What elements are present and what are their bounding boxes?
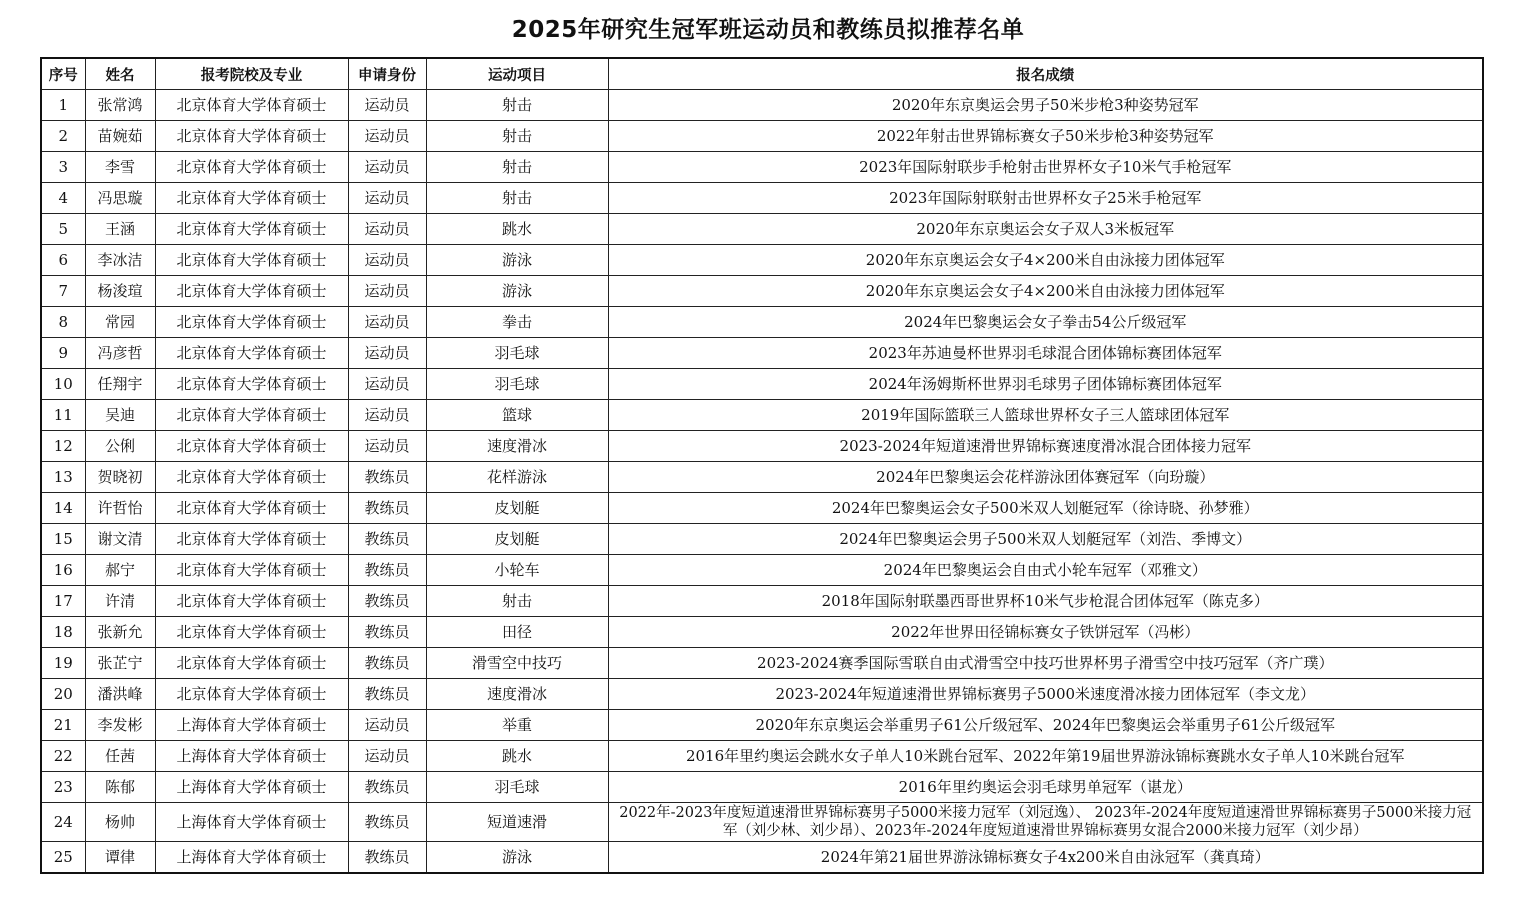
header-school: 报考院校及专业 bbox=[155, 58, 348, 90]
cell-result: 2024年巴黎奥运会女子拳击54公斤级冠军 bbox=[608, 307, 1483, 338]
cell-role: 教练员 bbox=[348, 842, 426, 874]
cell-sport: 跳水 bbox=[426, 741, 608, 772]
cell-name: 陈郁 bbox=[85, 772, 155, 803]
cell-role: 运动员 bbox=[348, 431, 426, 462]
cell-role: 教练员 bbox=[348, 462, 426, 493]
cell-name: 吴迪 bbox=[85, 400, 155, 431]
cell-sport: 田径 bbox=[426, 617, 608, 648]
table-body bbox=[41, 90, 1483, 874]
cell-name: 任翔宇 bbox=[85, 369, 155, 400]
cell-school: 上海体育大学体育硕士 bbox=[155, 710, 348, 741]
table-row bbox=[41, 90, 1483, 121]
cell-index: 15 bbox=[41, 524, 85, 555]
cell-role: 运动员 bbox=[348, 152, 426, 183]
header-sport: 运动项目 bbox=[426, 58, 608, 90]
cell-school: 北京体育大学体育硕士 bbox=[155, 400, 348, 431]
table-row bbox=[41, 152, 1483, 183]
cell-result: 2016年里约奥运会羽毛球男单冠军（谌龙） bbox=[608, 772, 1483, 803]
cell-index: 11 bbox=[41, 400, 85, 431]
cell-sport: 花样游泳 bbox=[426, 462, 608, 493]
cell-school: 上海体育大学体育硕士 bbox=[155, 842, 348, 874]
table-row bbox=[41, 710, 1483, 741]
cell-index: 13 bbox=[41, 462, 85, 493]
cell-index: 14 bbox=[41, 493, 85, 524]
cell-result: 2020年东京奥运会女子4×200米自由泳接力团体冠军 bbox=[608, 276, 1483, 307]
cell-school: 北京体育大学体育硕士 bbox=[155, 369, 348, 400]
cell-index: 2 bbox=[41, 121, 85, 152]
cell-sport: 举重 bbox=[426, 710, 608, 741]
cell-index: 18 bbox=[41, 617, 85, 648]
cell-sport: 羽毛球 bbox=[426, 338, 608, 369]
cell-school: 北京体育大学体育硕士 bbox=[155, 462, 348, 493]
cell-index: 8 bbox=[41, 307, 85, 338]
cell-role: 运动员 bbox=[348, 307, 426, 338]
cell-sport: 皮划艇 bbox=[426, 493, 608, 524]
cell-result: 2022年-2023年度短道速滑世界锦标赛男子5000米接力冠军（刘冠逸）、 2023年-2024年度短道速滑世界锦标赛男子5000米接力冠军（刘少林、刘少昂）、2023年-2024年度短道速滑世界锦标赛男女混合2000米接力冠军（刘少昂） bbox=[608, 803, 1483, 842]
table-row bbox=[41, 772, 1483, 803]
cell-school: 北京体育大学体育硕士 bbox=[155, 307, 348, 338]
cell-index: 7 bbox=[41, 276, 85, 307]
table-row bbox=[41, 555, 1483, 586]
header-row bbox=[41, 58, 1483, 90]
cell-index: 17 bbox=[41, 586, 85, 617]
cell-result: 2020年东京奥运会举重男子61公斤级冠军、2024年巴黎奥运会举重男子61公斤级冠军 bbox=[608, 710, 1483, 741]
cell-school: 北京体育大学体育硕士 bbox=[155, 524, 348, 555]
table-row bbox=[41, 183, 1483, 214]
cell-result: 2020年东京奥运会女子双人3米板冠军 bbox=[608, 214, 1483, 245]
cell-sport: 射击 bbox=[426, 152, 608, 183]
cell-index: 9 bbox=[41, 338, 85, 369]
cell-sport: 速度滑冰 bbox=[426, 431, 608, 462]
cell-name: 郝宁 bbox=[85, 555, 155, 586]
cell-index: 10 bbox=[41, 369, 85, 400]
cell-result: 2022年射击世界锦标赛女子50米步枪3种姿势冠军 bbox=[608, 121, 1483, 152]
cell-result: 2024年巴黎奥运会花样游泳团体赛冠军（向玢璇） bbox=[608, 462, 1483, 493]
cell-sport: 游泳 bbox=[426, 842, 608, 874]
table-row bbox=[41, 276, 1483, 307]
cell-name: 杨帅 bbox=[85, 803, 155, 842]
table-row bbox=[41, 214, 1483, 245]
table-header bbox=[41, 58, 1483, 90]
cell-name: 张芷宁 bbox=[85, 648, 155, 679]
table-row bbox=[41, 369, 1483, 400]
cell-school: 北京体育大学体育硕士 bbox=[155, 431, 348, 462]
cell-role: 运动员 bbox=[348, 214, 426, 245]
cell-name: 张新允 bbox=[85, 617, 155, 648]
cell-role: 教练员 bbox=[348, 586, 426, 617]
table-row bbox=[41, 462, 1483, 493]
cell-name: 谭律 bbox=[85, 842, 155, 874]
table-row bbox=[41, 121, 1483, 152]
table-row bbox=[41, 307, 1483, 338]
cell-result: 2024年第21届世界游泳锦标赛女子4x200米自由泳冠军（龚真琦） bbox=[608, 842, 1483, 874]
cell-sport: 射击 bbox=[426, 586, 608, 617]
cell-name: 常园 bbox=[85, 307, 155, 338]
cell-role: 教练员 bbox=[348, 617, 426, 648]
cell-result: 2024年巴黎奥运会男子500米双人划艇冠军（刘浩、季博文） bbox=[608, 524, 1483, 555]
cell-index: 5 bbox=[41, 214, 85, 245]
table-row bbox=[41, 586, 1483, 617]
cell-index: 25 bbox=[41, 842, 85, 874]
cell-index: 12 bbox=[41, 431, 85, 462]
cell-sport: 游泳 bbox=[426, 276, 608, 307]
cell-index: 24 bbox=[41, 803, 85, 842]
cell-sport: 射击 bbox=[426, 90, 608, 121]
cell-sport: 羽毛球 bbox=[426, 772, 608, 803]
cell-result: 2024年汤姆斯杯世界羽毛球男子团体锦标赛团体冠军 bbox=[608, 369, 1483, 400]
cell-role: 教练员 bbox=[348, 772, 426, 803]
cell-sport: 游泳 bbox=[426, 245, 608, 276]
cell-school: 北京体育大学体育硕士 bbox=[155, 338, 348, 369]
table-row bbox=[41, 338, 1483, 369]
cell-sport: 跳水 bbox=[426, 214, 608, 245]
cell-result: 2018年国际射联墨西哥世界杯10米气步枪混合团体冠军（陈克多） bbox=[608, 586, 1483, 617]
cell-role: 运动员 bbox=[348, 121, 426, 152]
cell-name: 李冰洁 bbox=[85, 245, 155, 276]
cell-role: 教练员 bbox=[348, 493, 426, 524]
table-row bbox=[41, 524, 1483, 555]
cell-role: 教练员 bbox=[348, 803, 426, 842]
cell-school: 北京体育大学体育硕士 bbox=[155, 648, 348, 679]
cell-role: 运动员 bbox=[348, 245, 426, 276]
cell-sport: 拳击 bbox=[426, 307, 608, 338]
cell-result: 2016年里约奥运会跳水女子单人10米跳台冠军、2022年第19届世界游泳锦标赛跳水女子单人10米跳台冠军 bbox=[608, 741, 1483, 772]
cell-index: 23 bbox=[41, 772, 85, 803]
table-row bbox=[41, 245, 1483, 276]
cell-school: 北京体育大学体育硕士 bbox=[155, 617, 348, 648]
cell-result: 2023-2024赛季国际雪联自由式滑雪空中技巧世界杯男子滑雪空中技巧冠军（齐广璞） bbox=[608, 648, 1483, 679]
cell-name: 杨浚瑄 bbox=[85, 276, 155, 307]
header-result: 报名成绩 bbox=[608, 58, 1483, 90]
cell-name: 谢文清 bbox=[85, 524, 155, 555]
cell-index: 21 bbox=[41, 710, 85, 741]
cell-school: 上海体育大学体育硕士 bbox=[155, 741, 348, 772]
cell-name: 许哲怡 bbox=[85, 493, 155, 524]
cell-index: 3 bbox=[41, 152, 85, 183]
table-row bbox=[41, 803, 1483, 842]
cell-index: 1 bbox=[41, 90, 85, 121]
cell-index: 16 bbox=[41, 555, 85, 586]
table-row bbox=[41, 741, 1483, 772]
cell-name: 李雪 bbox=[85, 152, 155, 183]
table-row bbox=[41, 648, 1483, 679]
table-row bbox=[41, 400, 1483, 431]
document-title: 2025年研究生冠军班运动员和教练员拟推荐名单 bbox=[511, 17, 1025, 43]
header-name: 姓名 bbox=[85, 58, 155, 90]
cell-result: 2022年世界田径锦标赛女子铁饼冠军（冯彬） bbox=[608, 617, 1483, 648]
cell-role: 教练员 bbox=[348, 679, 426, 710]
cell-result: 2023年国际射联步手枪射击世界杯女子10米气手枪冠军 bbox=[608, 152, 1483, 183]
cell-index: 20 bbox=[41, 679, 85, 710]
table-row bbox=[41, 493, 1483, 524]
cell-sport: 小轮车 bbox=[426, 555, 608, 586]
cell-school: 北京体育大学体育硕士 bbox=[155, 276, 348, 307]
cell-result: 2023-2024年短道速滑世界锦标赛男子5000米速度滑冰接力团体冠军（李文龙） bbox=[608, 679, 1483, 710]
cell-result: 2019年国际篮联三人篮球世界杯女子三人篮球团体冠军 bbox=[608, 400, 1483, 431]
cell-name: 冯彦哲 bbox=[85, 338, 155, 369]
cell-result: 2020年东京奥运会男子50米步枪3种姿势冠军 bbox=[608, 90, 1483, 121]
cell-school: 北京体育大学体育硕士 bbox=[155, 493, 348, 524]
cell-school: 北京体育大学体育硕士 bbox=[155, 152, 348, 183]
cell-name: 冯思璇 bbox=[85, 183, 155, 214]
cell-role: 教练员 bbox=[348, 524, 426, 555]
cell-sport: 射击 bbox=[426, 121, 608, 152]
cell-name: 公俐 bbox=[85, 431, 155, 462]
header-index: 序号 bbox=[41, 58, 85, 90]
cell-school: 北京体育大学体育硕士 bbox=[155, 90, 348, 121]
cell-index: 6 bbox=[41, 245, 85, 276]
cell-index: 22 bbox=[41, 741, 85, 772]
cell-name: 任茜 bbox=[85, 741, 155, 772]
cell-sport: 篮球 bbox=[426, 400, 608, 431]
cell-role: 运动员 bbox=[348, 183, 426, 214]
cell-result: 2023年国际射联射击世界杯女子25米手枪冠军 bbox=[608, 183, 1483, 214]
header-role: 申请身份 bbox=[348, 58, 426, 90]
cell-name: 张常鸿 bbox=[85, 90, 155, 121]
cell-school: 上海体育大学体育硕士 bbox=[155, 772, 348, 803]
cell-name: 王涵 bbox=[85, 214, 155, 245]
cell-sport: 射击 bbox=[426, 183, 608, 214]
cell-school: 北京体育大学体育硕士 bbox=[155, 555, 348, 586]
cell-name: 李发彬 bbox=[85, 710, 155, 741]
cell-result: 2024年巴黎奥运会女子500米双人划艇冠军（徐诗晓、孙梦雅） bbox=[608, 493, 1483, 524]
roster-table bbox=[40, 57, 1484, 874]
cell-name: 潘洪峰 bbox=[85, 679, 155, 710]
cell-role: 运动员 bbox=[348, 741, 426, 772]
cell-sport: 滑雪空中技巧 bbox=[426, 648, 608, 679]
cell-name: 贺晓初 bbox=[85, 462, 155, 493]
cell-name: 许清 bbox=[85, 586, 155, 617]
cell-role: 运动员 bbox=[348, 276, 426, 307]
cell-result: 2023-2024年短道速滑世界锦标赛速度滑冰混合团体接力冠军 bbox=[608, 431, 1483, 462]
cell-role: 教练员 bbox=[348, 648, 426, 679]
cell-index: 4 bbox=[41, 183, 85, 214]
cell-role: 运动员 bbox=[348, 710, 426, 741]
cell-result: 2024年巴黎奥运会自由式小轮车冠军（邓雅文） bbox=[608, 555, 1483, 586]
cell-school: 北京体育大学体育硕士 bbox=[155, 679, 348, 710]
cell-role: 运动员 bbox=[348, 90, 426, 121]
cell-sport: 羽毛球 bbox=[426, 369, 608, 400]
cell-result: 2020年东京奥运会女子4×200米自由泳接力团体冠军 bbox=[608, 245, 1483, 276]
cell-sport: 皮划艇 bbox=[426, 524, 608, 555]
cell-role: 教练员 bbox=[348, 555, 426, 586]
cell-sport: 速度滑冰 bbox=[426, 679, 608, 710]
cell-school: 北京体育大学体育硕士 bbox=[155, 183, 348, 214]
table-row bbox=[41, 617, 1483, 648]
table-row bbox=[41, 842, 1483, 874]
table-row bbox=[41, 431, 1483, 462]
cell-sport: 短道速滑 bbox=[426, 803, 608, 842]
cell-role: 运动员 bbox=[348, 369, 426, 400]
cell-school: 北京体育大学体育硕士 bbox=[155, 214, 348, 245]
cell-school: 上海体育大学体育硕士 bbox=[155, 803, 348, 842]
table-row bbox=[41, 679, 1483, 710]
cell-role: 运动员 bbox=[348, 400, 426, 431]
cell-name: 苗婉茹 bbox=[85, 121, 155, 152]
cell-school: 北京体育大学体育硕士 bbox=[155, 245, 348, 276]
cell-school: 北京体育大学体育硕士 bbox=[155, 586, 348, 617]
cell-result: 2023年苏迪曼杯世界羽毛球混合团体锦标赛团体冠军 bbox=[608, 338, 1483, 369]
cell-school: 北京体育大学体育硕士 bbox=[155, 121, 348, 152]
cell-role: 运动员 bbox=[348, 338, 426, 369]
cell-index: 19 bbox=[41, 648, 85, 679]
